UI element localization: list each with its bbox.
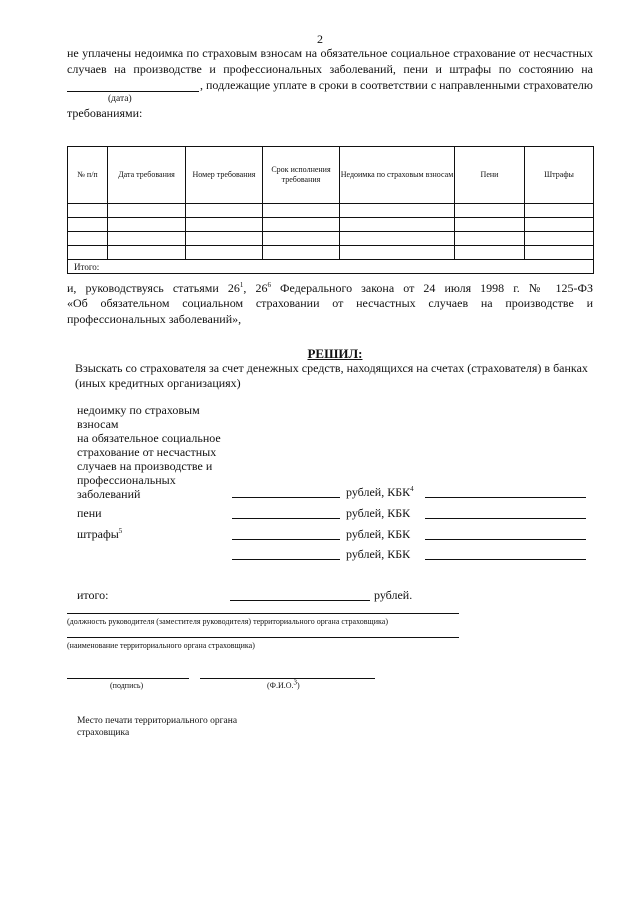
table-row bbox=[68, 232, 594, 246]
table-total-label: Итого: bbox=[68, 260, 594, 274]
arrears-kbk-label: рублей, КБК$^4$ bbox=[346, 485, 414, 499]
fio-caption: (Ф.И.О.$^3$) bbox=[267, 678, 300, 690]
stamp-line-1: Место печати территориального органа bbox=[77, 716, 238, 726]
position-line bbox=[67, 613, 459, 614]
intro-line-4: требованиями: bbox=[67, 106, 143, 120]
fines-kbk-label: рублей, КБК bbox=[346, 527, 411, 541]
col-header-fines: Штрафы bbox=[525, 147, 594, 204]
decision-heading: РЕШИЛ: bbox=[307, 346, 363, 361]
arrears-kbk-line bbox=[425, 497, 586, 498]
penalty-kbk-line bbox=[425, 518, 586, 519]
org-name-caption: (наименование территориального органа страховщика) bbox=[67, 641, 255, 650]
extra-kbk-line bbox=[425, 559, 586, 560]
arrears-label: недоимку по страховым взносам на обязательное социальное страхование от несчастных случаев на производстве и профессиональных заболеваний bbox=[77, 403, 221, 501]
date-caption: (дата) bbox=[108, 94, 132, 104]
penalty-kbk-label: рублей, КБК bbox=[346, 506, 411, 520]
penalty-label: пени bbox=[77, 506, 102, 520]
fio-line bbox=[200, 678, 375, 679]
table-row bbox=[68, 204, 594, 218]
signature-line bbox=[67, 678, 189, 679]
col-header-deadline: Срок исполнения требования bbox=[263, 147, 340, 204]
total-rub-label: рублей. bbox=[374, 588, 413, 602]
guided-line-2: «Об обязательном социальном страховании от несчастных случаев на производстве и bbox=[67, 296, 593, 310]
decision-line-2: (иных кредитных организациях) bbox=[75, 376, 241, 390]
col-header-arrears: Недоимка по страховым взносам bbox=[340, 147, 455, 204]
org-name-line bbox=[67, 637, 459, 638]
signature-caption: (подпись) bbox=[110, 681, 144, 690]
col-header-number: № п/п bbox=[68, 147, 108, 204]
stamp-line-2: страховщика bbox=[77, 728, 130, 738]
extra-kbk-label: рублей, КБК bbox=[346, 547, 411, 561]
date-blank-line bbox=[67, 91, 199, 92]
decision-line-1: Взыскать со страхователя за счет денежных средств, находящихся на счетах (страхователя) в банках bbox=[75, 361, 588, 375]
page-number: 2 bbox=[317, 32, 323, 46]
extra-amount-line bbox=[232, 559, 340, 560]
guided-line-3: профессиональных заболеваний», bbox=[67, 312, 242, 326]
col-header-date: Дата требования bbox=[108, 147, 186, 204]
requirements-table bbox=[67, 146, 594, 274]
fines-label: штрафы$^5$ bbox=[77, 527, 123, 541]
col-header-req-number: Номер требования bbox=[186, 147, 263, 204]
col-header-penalty: Пени bbox=[455, 147, 525, 204]
intro-line-3: , подлежащие уплате в сроки в соответствии с направленными страхователю bbox=[200, 78, 593, 92]
table-row bbox=[68, 218, 594, 232]
fines-kbk-line bbox=[425, 539, 586, 540]
table-row bbox=[68, 246, 594, 260]
fines-amount-line bbox=[232, 539, 340, 540]
table-total-row bbox=[68, 260, 594, 274]
intro-line-1: не уплачены недоимка по страховым взносам на обязательное социальное страхование от несчастных bbox=[67, 46, 593, 60]
penalty-amount-line bbox=[232, 518, 340, 519]
arrears-amount-line bbox=[232, 497, 340, 498]
intro-line-2: случаев на производстве и профессиональных заболеваний, пени и штрафы по состоянию на bbox=[67, 62, 593, 76]
table-header-row bbox=[68, 147, 594, 204]
total-amount-line bbox=[230, 600, 370, 601]
position-caption: (должность руководителя (заместителя руководителя) территориального органа страховщика) bbox=[67, 617, 388, 626]
guided-line-1: и, руководствуясь статьями $26^1$, $26^6$ Федерального закона от 24 июля 1998 г. № 125-ФЗ bbox=[67, 281, 593, 295]
total-label: итого: bbox=[77, 588, 109, 602]
